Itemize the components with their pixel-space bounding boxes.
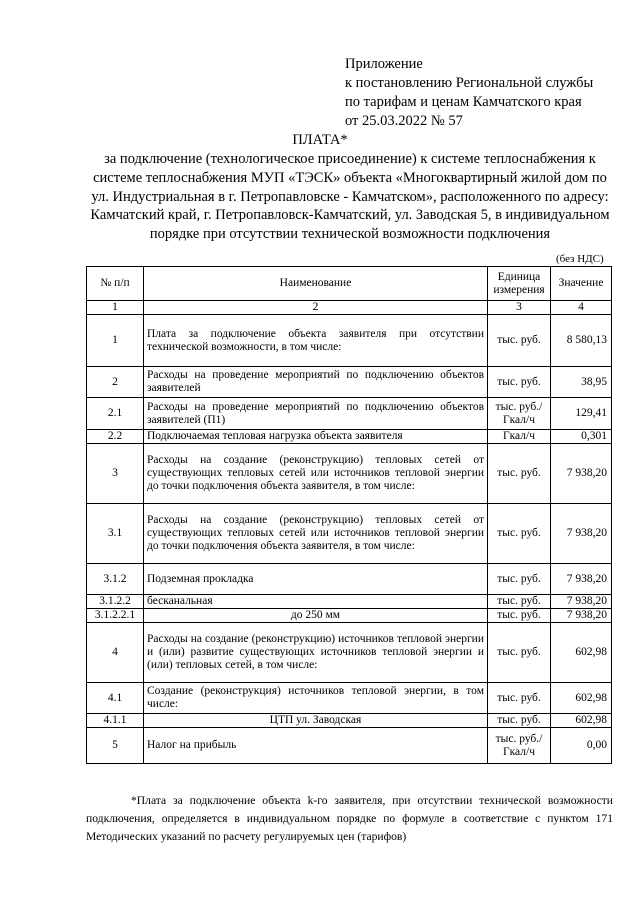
- row-unit: тыс. руб./ Гкал/ч: [488, 728, 551, 764]
- document-title: ПЛАТА*: [292, 132, 348, 148]
- footnote: *Плата за подключение объекта k-го заявителя, при отсутствии технической возможности подключения, определяется в индивидуальном порядке по формуле в соответствие с пунктом 171 Методических указаний по расчету регулируемых цен (тарифов): [86, 794, 613, 843]
- row-name: бесканальная: [144, 595, 488, 609]
- row-name: Подземная прокладка: [144, 564, 488, 595]
- table-row: [87, 728, 612, 764]
- row-name: Расходы на создание (реконструкцию) тепловых сетей от существующих тепловых сетей или источников тепловой энергии до точки подключения объекта заявителя, в том числе:: [144, 444, 488, 504]
- row-unit: Гкал/ч: [488, 430, 551, 444]
- column-number-row: [87, 301, 612, 315]
- row-unit: тыс. руб.: [488, 683, 551, 714]
- row-number: 4.1.1: [87, 714, 144, 728]
- row-number: 2.1: [87, 398, 144, 430]
- row-unit: тыс. руб.: [488, 609, 551, 623]
- table-row: [87, 398, 612, 430]
- document-subtitle: за подключение (технологическое присоединение) к системе теплоснабжения к системе теплоснабжения МУП «ТЭСК» объекта «Многоквартирный жилой дом по ул. Индустриальная в г. Петропавловске - Камчатском», расположенного по адресу: Камчатский край, г. Петропавловск-Камчатский, ул. Заводская 5, в индивидуальном порядке при отсутствии технической возможности подключения: [90, 151, 610, 243]
- row-number: 3.1: [87, 504, 144, 564]
- row-name: до 250 мм: [144, 609, 488, 623]
- vat-note: (без НДС): [556, 253, 604, 265]
- appendix-line: от 25.03.2022 № 57: [345, 113, 463, 129]
- column-header: Единица измерения: [488, 267, 551, 301]
- row-value: 7 938,20: [551, 444, 612, 504]
- table-row: [87, 504, 612, 564]
- row-number: 5: [87, 728, 144, 764]
- row-number: 2: [87, 367, 144, 398]
- row-number: 3.1.2.2.1: [87, 609, 144, 623]
- row-value: 7 938,20: [551, 609, 612, 623]
- row-name: ЦТП ул. Заводская: [144, 714, 488, 728]
- row-number: 3.1.2: [87, 564, 144, 595]
- row-value: 0,00: [551, 728, 612, 764]
- table-row: [87, 595, 612, 609]
- row-value: 602,98: [551, 623, 612, 683]
- row-number: 3: [87, 444, 144, 504]
- table-row: [87, 623, 612, 683]
- row-name: Плата за подключение объекта заявителя при отсутствии технической возможности, в том числе:: [144, 315, 488, 367]
- row-value: 8 580,13: [551, 315, 612, 367]
- appendix-line: Приложение: [345, 56, 423, 72]
- row-number: 2.2: [87, 430, 144, 444]
- row-unit: тыс. руб.: [488, 595, 551, 609]
- row-value: 0,301: [551, 430, 612, 444]
- row-unit: тыс. руб.: [488, 315, 551, 367]
- table-header-row: [87, 267, 612, 301]
- row-unit: тыс. руб.: [488, 564, 551, 595]
- row-number: 4: [87, 623, 144, 683]
- table-row: [87, 609, 612, 623]
- appendix-line: к постановлению Региональной службы: [345, 75, 594, 91]
- row-value: 7 938,20: [551, 504, 612, 564]
- row-unit: тыс. руб.: [488, 714, 551, 728]
- row-number: 4.1: [87, 683, 144, 714]
- row-name: Подключаемая тепловая нагрузка объекта заявителя: [144, 430, 488, 444]
- row-number: 1: [87, 315, 144, 367]
- table-row: [87, 714, 612, 728]
- fee-table: [86, 266, 612, 764]
- row-value: 7 938,20: [551, 564, 612, 595]
- row-name: Расходы на проведение мероприятий по подключению объектов заявителей (П1): [144, 398, 488, 430]
- row-value: 38,95: [551, 367, 612, 398]
- table-row: [87, 564, 612, 595]
- column-number: 4: [551, 301, 612, 315]
- column-number: 1: [87, 301, 144, 315]
- column-number: 3: [488, 301, 551, 315]
- row-unit: тыс. руб.: [488, 623, 551, 683]
- table-row: [87, 683, 612, 714]
- appendix-block: [345, 55, 593, 131]
- appendix-line: по тарифам и ценам Камчатского края: [345, 94, 582, 110]
- row-name: Расходы на создание (реконструкцию) тепловых сетей от существующих тепловых сетей или источников тепловой энергии до точки подключения объекта заявителя, в том числе:: [144, 504, 488, 564]
- row-name: Создание (реконструкция) источников тепловой энергии, в том числе:: [144, 683, 488, 714]
- row-number: 3.1.2.2: [87, 595, 144, 609]
- table-row: [87, 444, 612, 504]
- row-value: 602,98: [551, 714, 612, 728]
- row-value: 602,98: [551, 683, 612, 714]
- row-value: 7 938,20: [551, 595, 612, 609]
- table-row: [87, 430, 612, 444]
- row-name: Расходы на проведение мероприятий по подключению объектов заявителей: [144, 367, 488, 398]
- row-name: Расходы на создание (реконструкцию) источников тепловой энергии и (или) развитие существующих источников тепловой энергии и (или) тепловых сетей, в том числе:: [144, 623, 488, 683]
- column-header: Значение: [551, 267, 612, 301]
- column-header: № п/п: [87, 267, 144, 301]
- row-value: 129,41: [551, 398, 612, 430]
- column-header: Наименование: [144, 267, 488, 301]
- table-row: [87, 367, 612, 398]
- row-unit: тыс. руб./ Гкал/ч: [488, 398, 551, 430]
- column-number: 2: [144, 301, 488, 315]
- row-unit: тыс. руб.: [488, 504, 551, 564]
- row-unit: тыс. руб.: [488, 444, 551, 504]
- table-row: [87, 315, 612, 367]
- row-unit: тыс. руб.: [488, 367, 551, 398]
- row-name: Налог на прибыль: [144, 728, 488, 764]
